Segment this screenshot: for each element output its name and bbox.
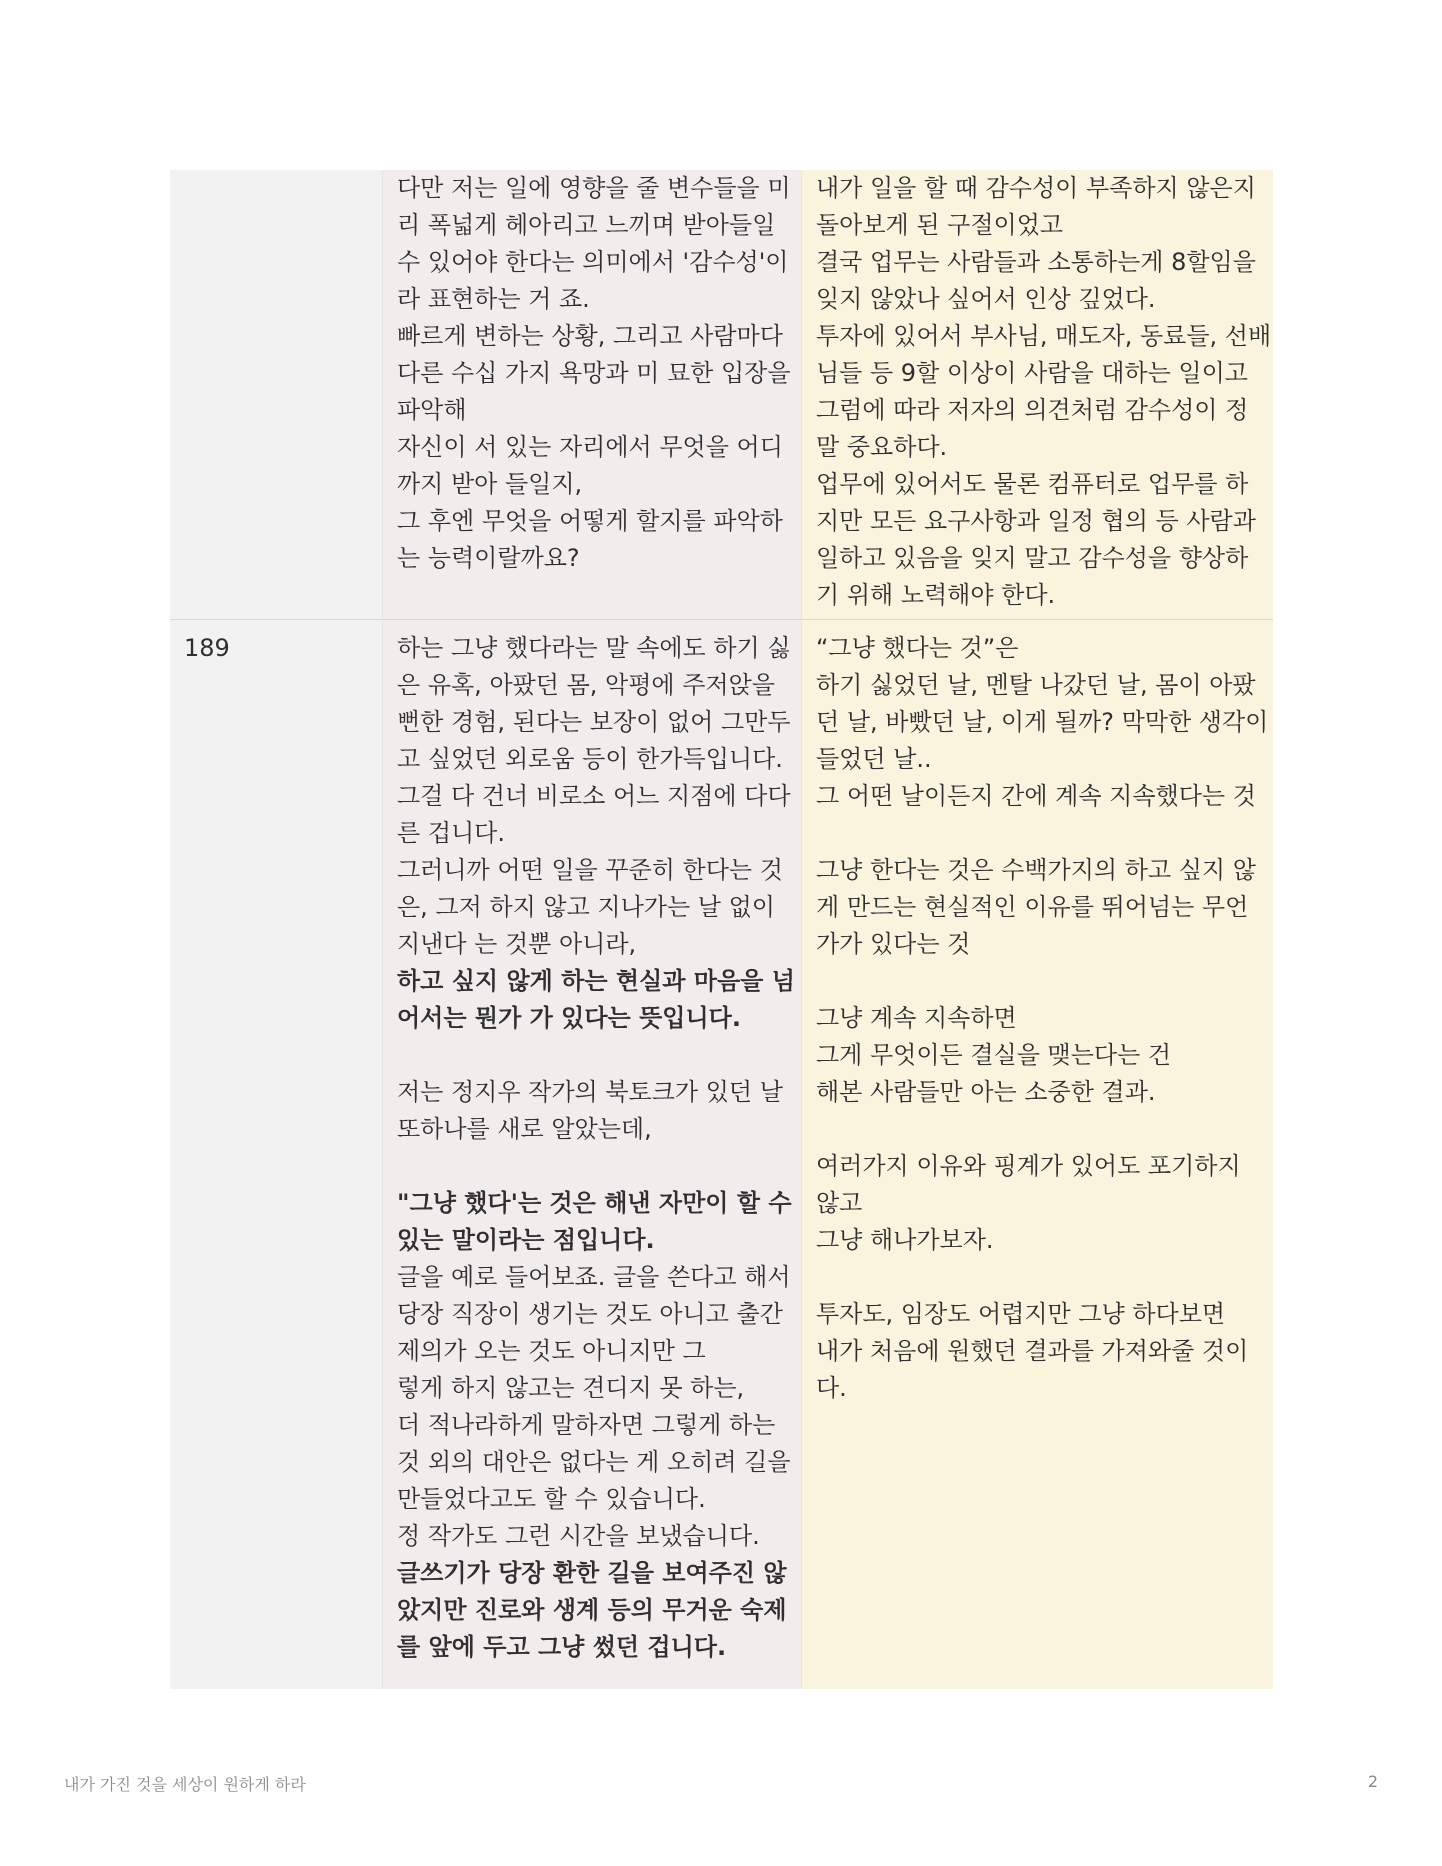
note-line [816, 1259, 1259, 1296]
note-line: 않고 [816, 1189, 863, 1217]
quote-line: 그걸 다 건너 비로소 어느 지점에 다다 [397, 782, 791, 810]
quote-line-bold: 있는 말이라는 점입니다. [397, 1226, 655, 1254]
quote-line: 까지 받아 들일지, [397, 470, 583, 498]
quote-line: 자신이 서 있는 자리에서 무엇을 어디 [397, 433, 783, 461]
note-line: 하기 싫었던 날, 멘탈 나갔던 날, 몸이 아팠 [816, 671, 1256, 699]
footer-book-title: 내가 가진 것을 세상이 원하게 하라 [64, 1775, 306, 1794]
quote-line-bold: 하고 싶지 않게 하는 현실과 마음을 넘 [397, 967, 795, 995]
note-line: 해본 사람들만 아는 소중한 결과. [816, 1078, 1156, 1106]
note-line [816, 815, 1259, 852]
quote-line: 하는 그냥 했다라는 말 속에도 하기 싫 [397, 634, 791, 662]
table-row [170, 170, 1273, 620]
quote-line: 렇게 하지 않고는 견디지 못 하는, [397, 1374, 745, 1402]
quote-line-bold: 았지만 진로와 생계 등의 무거운 숙제 [397, 1596, 787, 1624]
page-number-cell [170, 170, 383, 620]
reading-notes-table [170, 170, 1273, 1689]
quote-line: 것 외의 대안은 없다는 게 오히려 길을 [397, 1448, 791, 1476]
note-line: 업무에 있어서도 물론 컴퓨터로 업무를 하 [816, 470, 1249, 498]
page-footer [64, 1772, 1378, 1795]
note-line: 그냥 해나가보자. [816, 1226, 994, 1254]
quote-line: 그러니까 어떤 일을 꾸준히 한다는 것 [397, 856, 783, 884]
note-line: 투자에 있어서 부사님, 매도자, 동료들, 선배 [816, 322, 1272, 350]
quote-line: 제의가 오는 것도 아니지만 그 [397, 1337, 706, 1365]
quote-cell [383, 170, 802, 620]
note-line: 그럼에 따라 저자의 의견처럼 감수성이 정 [816, 396, 1249, 424]
quote-line-bold: "그냥 했다'는 것은 해낸 자만이 할 수 [397, 1189, 792, 1217]
quote-line: 수 있어야 한다는 의미에서 '감수성'이 [397, 248, 789, 276]
note-line: 들었던 날.. [816, 745, 932, 773]
note-line: 돌아보게 된 구절이었고 [816, 211, 1064, 239]
quote-line: 빠르게 변하는 상황, 그리고 사람마다 [397, 322, 783, 350]
quote-line: 다른 수십 가지 욕망과 미 묘한 입장을 [397, 359, 791, 387]
note-line: 가가 있다는 것 [816, 930, 971, 958]
note-line: 내가 일을 할 때 감수성이 부족하지 않은지 [816, 174, 1256, 202]
note-line: 여러가지 이유와 핑계가 있어도 포기하지 [816, 1152, 1241, 1180]
note-line: 결국 업무는 사람들과 소통하는게 8할임을 [816, 248, 1256, 276]
quote-line: 은 유혹, 아팠던 몸, 악평에 주저앉을 [397, 671, 775, 699]
quote-line-bold: 어서는 뭔가 가 있다는 뜻입니다. [397, 1004, 741, 1032]
quote-line [397, 1037, 787, 1074]
quote-line: 글을 예로 들어보죠. 글을 쓴다고 해서 [397, 1263, 791, 1291]
quote-line: 다만 저는 일에 영향을 줄 변수들을 미 [397, 174, 791, 202]
table-row [170, 620, 1273, 1690]
quote-line-bold: 글쓰기가 당장 환한 길을 보여주진 않 [397, 1559, 787, 1587]
quote-line: 저는 정지우 작가의 북토크가 있던 날 [397, 1078, 783, 1106]
note-line: 그냥 계속 지속하면 [816, 1004, 1017, 1032]
quote-line: 그 후엔 무엇을 어떻게 할지를 파악하 [397, 507, 783, 535]
quote-line: 은, 그저 하지 않고 지나가는 날 없이 [397, 893, 775, 921]
quote-line: 른 겁니다. [397, 819, 505, 847]
quote-cell [383, 620, 802, 1690]
note-line: 지만 모든 요구사항과 일정 협의 등 사람과 [816, 507, 1256, 535]
quote-line: 지낸다 는 것뿐 아니라, [397, 930, 637, 958]
quote-line [397, 1148, 787, 1185]
note-line: 일하고 있음을 잊지 말고 감수성을 향상하 [816, 544, 1249, 572]
note-line: 그게 무엇이든 결실을 맺는다는 건 [816, 1041, 1172, 1069]
row-page-number: 189 [184, 634, 230, 662]
quote-line: 또하나를 새로 알았는데, [397, 1115, 652, 1143]
note-line: 말 중요하다. [816, 433, 948, 461]
page-number-cell [170, 620, 383, 1690]
note-cell [802, 170, 1274, 620]
quote-line: 당장 직장이 생기는 것도 아니고 출간 [397, 1300, 783, 1328]
note-line: “그냥 했다는 것”은 [816, 634, 1019, 662]
footer-page-number: 2 [1367, 1772, 1378, 1791]
quote-line: 뻔한 경험, 된다는 보장이 없어 그만두 [397, 708, 791, 736]
note-line: 내가 처음에 원했던 결과를 가져와줄 것이 [816, 1337, 1249, 1365]
note-line: 그 어떤 날이든지 간에 계속 지속했다는 것 [816, 782, 1256, 810]
note-line: 잊지 않았나 싶어서 인상 깊었다. [816, 285, 1156, 313]
quote-line: 라 표현하는 거 죠. [397, 285, 590, 313]
note-line: 기 위해 노력해야 한다. [816, 581, 1056, 609]
note-line [816, 1111, 1259, 1148]
quote-line: 리 폭넓게 헤아리고 느끼며 받아들일 [397, 211, 776, 239]
note-line: 게 만드는 현실적인 이유를 뛰어넘는 무언 [816, 893, 1249, 921]
note-line: 그냥 한다는 것은 수백가지의 하고 싶지 않 [816, 856, 1256, 884]
note-line: 투자도, 임장도 어렵지만 그냥 하다보면 [816, 1300, 1226, 1328]
quote-line-bold: 를 앞에 두고 그냥 썼던 겁니다. [397, 1633, 727, 1661]
note-line: 님들 등 9할 이상이 사람을 대하는 일이고 [816, 359, 1248, 387]
note-line: 다. [816, 1374, 847, 1402]
quote-line: 정 작가도 그런 시간을 보냈습니다. [397, 1522, 760, 1550]
quote-line: 는 능력이랄까요? [397, 544, 580, 572]
note-cell [802, 620, 1274, 1690]
quote-line: 더 적나라하게 말하자면 그렇게 하는 [397, 1411, 776, 1439]
quote-line: 파악해 [397, 396, 467, 424]
quote-line: 고 싶었던 외로움 등이 한가득입니다. [397, 745, 783, 773]
table-body [170, 170, 1273, 1689]
quote-line: 만들었다고도 할 수 있습니다. [397, 1485, 706, 1513]
note-line: 던 날, 바빴던 날, 이게 될까? 막막한 생각이 [816, 708, 1269, 736]
note-line [816, 963, 1259, 1000]
